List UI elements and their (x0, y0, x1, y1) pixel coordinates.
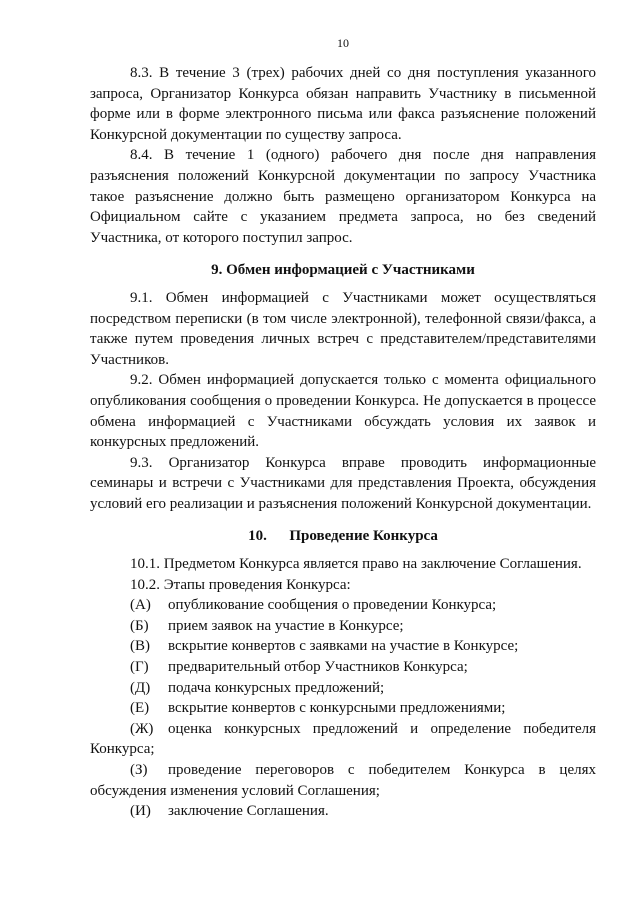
section-10-heading-number: 10. (248, 528, 267, 545)
section-10-heading-title: Проведение Конкурса (289, 528, 438, 545)
paragraph-9-2: 9.2. Обмен информацией допускается только с момента официального опубликования сообщения о проведении Конкурса. Не допускается в процессе обмена информацией с Участниками обсуждать условия их заявок и конкурсных предложений. (90, 372, 596, 451)
paragraph-10-1: 10.1. Предметом Конкурса является право на заключение Соглашения. (130, 556, 582, 573)
stage-item (90, 678, 596, 699)
stage-text: заключение Соглашения. (168, 803, 329, 820)
stage-text: предварительный отбор Участников Конкурса; (168, 659, 468, 676)
stage-item (90, 657, 596, 678)
paragraph-9-1: 9.1. Обмен информацией с Участниками может осуществляться посредством переписки (в том числе электронной), телефонной связи/факса, а также путем проведения личных встреч с представителем/представителями Участников. (90, 289, 596, 368)
section-9-heading: 9. Обмен информацией с Участниками (211, 262, 475, 279)
stage-item (90, 719, 596, 760)
stage-item (90, 698, 596, 719)
section-10-heading (90, 526, 596, 547)
stage-marker: (Ж) (130, 720, 154, 737)
stage-marker: (З) (130, 762, 148, 778)
stage-text: подача конкурсных предложений; (168, 679, 385, 696)
stage-marker: (А) (130, 597, 151, 614)
stage-marker: (В) (130, 638, 150, 655)
stage-text: прием заявок на участие в Конкурсе; (168, 617, 404, 634)
paragraph-9-3: 9.3. Организатор Конкурса вправе проводить информационные семинары и встречи с Участниками для представления Проекта, обсуждения условий его реализации и разъяснения положений Конкурсной документации. (90, 454, 596, 512)
stage-item (90, 595, 596, 616)
stage-text: проведение переговоров с победителем Конкурса в целях обсуждения изменения условий Соглашения; (90, 762, 596, 799)
stage-marker: (Б) (130, 617, 149, 634)
stage-marker: (Д) (130, 679, 151, 696)
stage-item (90, 760, 596, 801)
page-number: 10 (337, 36, 349, 50)
stage-marker: (Е) (130, 700, 150, 717)
stage-text: опубликование сообщения о проведении Конкурса; (168, 597, 497, 614)
stage-item (90, 636, 596, 657)
stage-item (90, 801, 596, 822)
stage-text: оценка конкурсных предложений и определение победителя Конкурса; (90, 720, 596, 758)
stage-item (90, 616, 596, 637)
paragraph-8-3: 8.3. В течение 3 (трех) рабочих дней со дня поступления указанного запроса, Организатор Конкурса обязан направить Участнику в письменной форме или в форме электронного письма или факса разъяснение положений Конкурсной документации по существу запроса. (90, 65, 596, 143)
paragraph-8-4: 8.4. В течение 1 (одного) рабочего дня после дня направления разъяснения положений Конкурсной документации по запросу Участника такое разъяснение должно быть размещено организатором Конкурса на Официальном сайте с указанием предмета запроса, но без сведений Участника, от которого поступил запрос. (90, 147, 596, 246)
stage-text: вскрытие конвертов с конкурсными предложениями; (168, 700, 506, 717)
stage-marker: (И) (130, 803, 151, 820)
document-page (90, 36, 596, 822)
paragraph-10-2: 10.2. Этапы проведения Конкурса: (130, 576, 351, 593)
stage-marker: (Г) (130, 659, 149, 676)
stage-text: вскрытие конвертов с заявками на участие в Конкурсе; (168, 638, 519, 655)
